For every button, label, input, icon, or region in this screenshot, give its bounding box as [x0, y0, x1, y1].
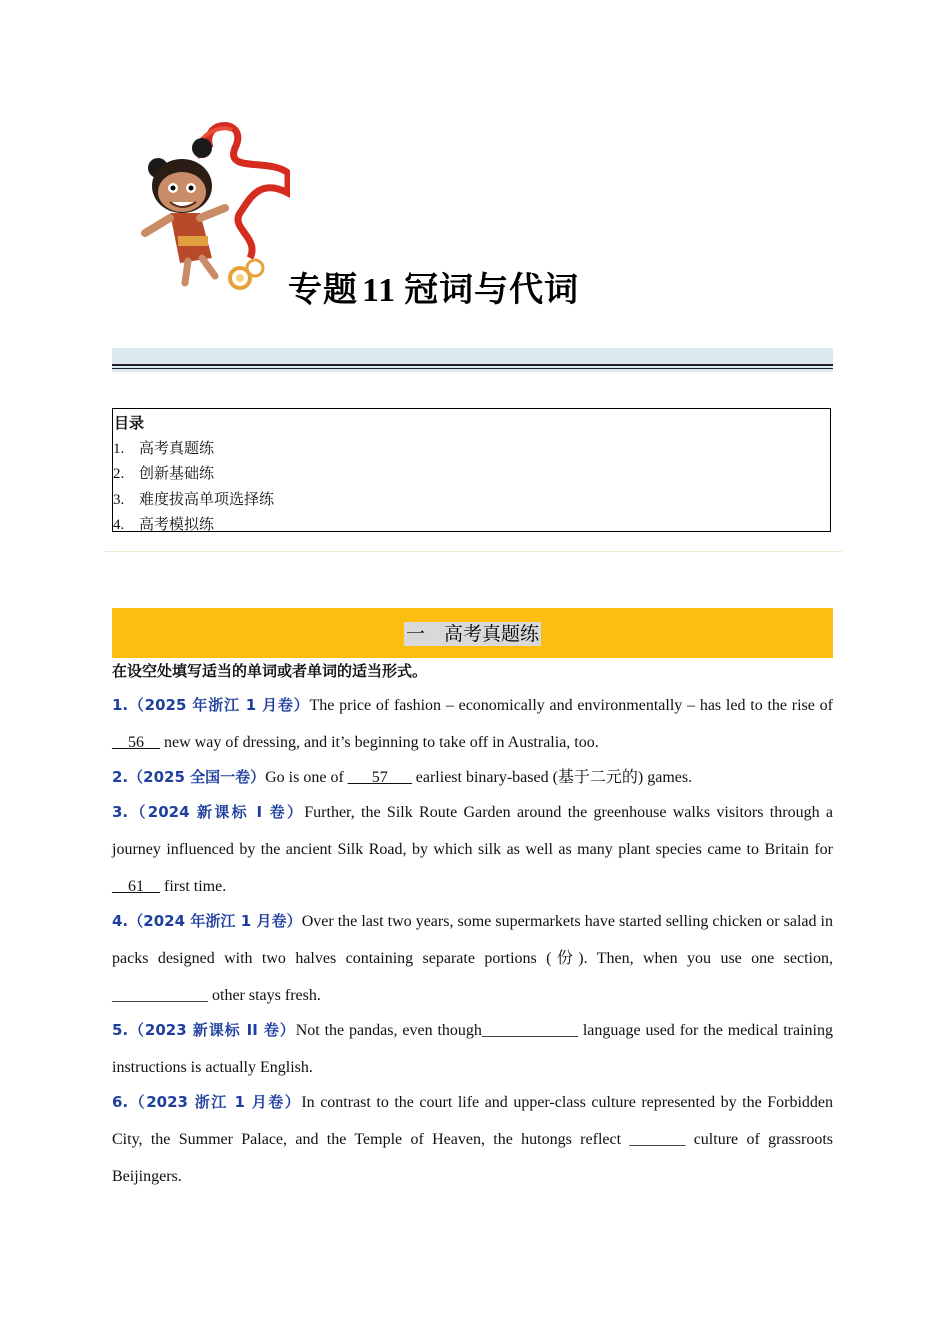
toc-item-label: 难度拔高单项选择练 [139, 489, 275, 508]
section-heading: 一 高考真题练 [405, 623, 539, 645]
question-text: new way of dressing, and it’s beginning to take off in Australia, too. [160, 734, 599, 751]
question-item [112, 794, 833, 905]
question-blank: ___57___ [347, 769, 412, 786]
question-text: Go is one of [265, 769, 348, 786]
question-item [112, 687, 833, 761]
title-divider [112, 348, 833, 372]
question-blank: __61__ [112, 878, 160, 895]
question-blank: _______ [629, 1131, 686, 1148]
question-text: other stays fresh. [208, 987, 321, 1004]
title-prefix: 专题 [288, 270, 358, 310]
table-of-contents [112, 408, 831, 532]
question-source: 1.（2025 年浙江 1 月卷） [112, 696, 310, 714]
question-text: The price of fashion – economically and environmentally – has led to the rise of [309, 697, 833, 714]
toc-heading: 目录 [114, 414, 145, 432]
toc-item [113, 487, 830, 513]
question-text: culture of grassroots Beijingers. [112, 1131, 833, 1185]
section-instruction: 在设空处填写适当的单词或者单词的适当形式。 [112, 662, 428, 680]
toc-item-label: 高考模拟练 [139, 515, 215, 533]
question-text: Over the last two years, some supermarkets have started selling chicken or salad in packs designed with two halves containing separate portions (份). Then, when you use one section, [112, 913, 833, 967]
toc-item-number: 4. [113, 517, 125, 533]
question-item [112, 1084, 833, 1195]
toc-item-label: 高考真题练 [139, 438, 215, 457]
title-text: 冠词与代词 [404, 270, 580, 310]
section-header [112, 608, 833, 658]
question-source: 5.（2023 新课标 II 卷） [112, 1021, 296, 1039]
toc-item [113, 512, 830, 538]
question-item [112, 903, 833, 1014]
toc-item-label: 创新基础练 [139, 464, 215, 482]
toc-item [113, 436, 830, 462]
question-text: Not the pandas, even though [295, 1022, 482, 1039]
question-blank: ____________ [481, 1022, 578, 1039]
question-text: earliest binary-based (基于二元的) games. [411, 769, 693, 786]
separator-line [104, 551, 842, 552]
question-item [112, 759, 833, 796]
toc-item-number: 2. [113, 466, 125, 482]
question-text: In contrast to the court life and upper-class culture represented by the Forbidden City, the Summer Palace, and the Temple of Heaven, the hutongs reflect [112, 1094, 834, 1148]
toc-item [113, 461, 830, 487]
question-blank: ____________ [112, 987, 208, 1004]
toc-item-number: 1. [113, 440, 125, 457]
toc-item-number: 3. [113, 491, 125, 508]
mascot-illustration [140, 118, 290, 303]
question-source: 3.（2024 新课标 I 卷） [112, 803, 305, 821]
question-text: language used for the medical training instructions is actually English. [112, 1022, 833, 1076]
question-text: first time. [160, 878, 227, 895]
question-text: Further, the Silk Route Garden around the greenhouse walks visitors through a journey influenced by the ancient Silk Road, by which silk as well as many plant species came to Britain for [112, 804, 833, 858]
question-source: 2.（2025 全国一卷） [112, 768, 266, 786]
question-source: 6.（2023 浙江 1 月卷） [112, 1093, 302, 1111]
question-source: 4.（2024 年浙江 1 月卷） [112, 912, 302, 930]
question-item [112, 1012, 833, 1086]
page-title [288, 262, 579, 311]
title-number: 11 [362, 272, 397, 309]
question-blank: __56__ [112, 734, 160, 751]
